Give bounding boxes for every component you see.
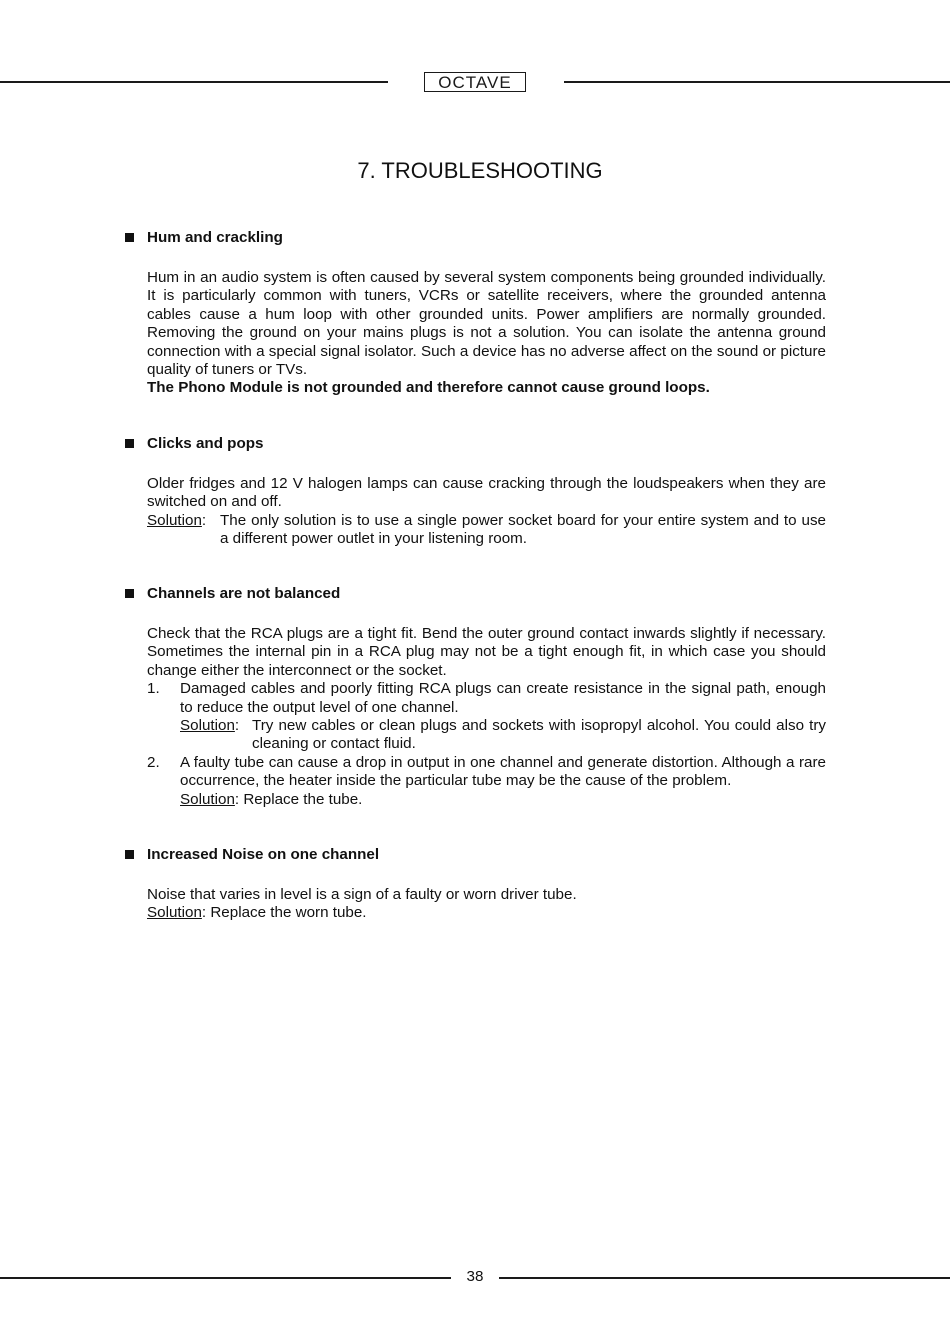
solution-label: Solution: xyxy=(180,717,240,735)
section-heading-label: Increased Noise on one channel xyxy=(147,846,380,863)
square-bullet-icon xyxy=(125,233,134,242)
section-heading-label: Hum and crackling xyxy=(147,229,283,246)
list-item-text: A faulty tube can cause a drop in output in one channel and generate distortion. Although a rare occurrence, the heater inside the particular tube may be the cause of the problem. xyxy=(180,753,826,790)
list-item-number: 1. xyxy=(147,680,160,698)
section-body xyxy=(147,625,826,809)
list-item-text: Damaged cables and poorly fitting RCA plugs can create resistance in the signal path, enough to reduce the output level of one channel. xyxy=(180,680,826,716)
solution-label: Solution xyxy=(180,790,235,808)
header-rule-right xyxy=(564,81,950,83)
solution-text: : Replace the tube. xyxy=(234,790,363,808)
square-bullet-icon xyxy=(125,850,134,859)
body-text: Check that the RCA plugs are a tight fit. Bend the outer ground contact inwards slightly if necessary. Sometimes the internal pin in a RCA plug may not be a tight enough fit, in which case you should change either the interconnect or the socket. xyxy=(147,625,826,679)
page-title: 7. TROUBLESHOOTING xyxy=(357,158,603,183)
page-number: 38 xyxy=(466,1268,484,1285)
body-text: Noise that varies in level is a sign of a faulty or worn driver tube. xyxy=(147,886,577,903)
section-heading xyxy=(125,435,263,452)
list-item xyxy=(147,754,826,809)
solution-text: : Replace the worn tube. xyxy=(201,904,367,922)
solution-row xyxy=(180,717,826,754)
square-bullet-icon xyxy=(125,439,134,448)
section-heading xyxy=(125,229,283,246)
section-heading-label: Clicks and pops xyxy=(147,435,264,452)
solution-text: Try new cables or clean plugs and sockets with isopropyl alcohol. You could also try cleaning or contact fluid. xyxy=(252,717,826,753)
bold-note: The Phono Module is not grounded and therefore cannot cause ground loops. xyxy=(147,379,710,397)
section-heading xyxy=(125,846,379,863)
octave-logo: OCTAVE xyxy=(424,72,526,92)
section-heading xyxy=(125,585,340,602)
body-text: Hum in an audio system is often caused by several system components being grounded individually. It is particularly common with tuners, VCRs or satellite receivers, where the grounded antenna cables cause a hum loop with other grounded units. Power amplifiers are normally grounded. Removing the ground on your mains plugs is not a solution. You can isolate the antenna ground connection with a special signal isolator. Such a device has no adverse affect on the sound or picture quality of tuners or TVs. xyxy=(147,269,826,379)
footer-rule-right xyxy=(499,1277,950,1279)
section-body xyxy=(147,269,826,398)
square-bullet-icon xyxy=(125,589,134,598)
solution-row xyxy=(180,791,826,809)
solution-row xyxy=(147,904,826,922)
section-heading-label: Channels are not balanced xyxy=(147,585,341,602)
header-rule-left xyxy=(0,81,388,83)
body-text: Older fridges and 12 V halogen lamps can cause cracking through the loudspeakers when they are switched on and off. xyxy=(147,475,826,511)
solution-label: Solution: xyxy=(147,511,207,529)
list-item xyxy=(147,680,826,754)
section-body xyxy=(147,886,826,923)
list-item-number: 2. xyxy=(147,753,160,771)
solution-text: The only solution is to use a single power socket board for your entire system and to use a different power outlet in your listening room. xyxy=(220,511,826,548)
solution-row xyxy=(147,512,826,549)
section-body xyxy=(147,475,826,549)
solution-label: Solution xyxy=(147,904,202,922)
footer-rule-left xyxy=(0,1277,451,1279)
